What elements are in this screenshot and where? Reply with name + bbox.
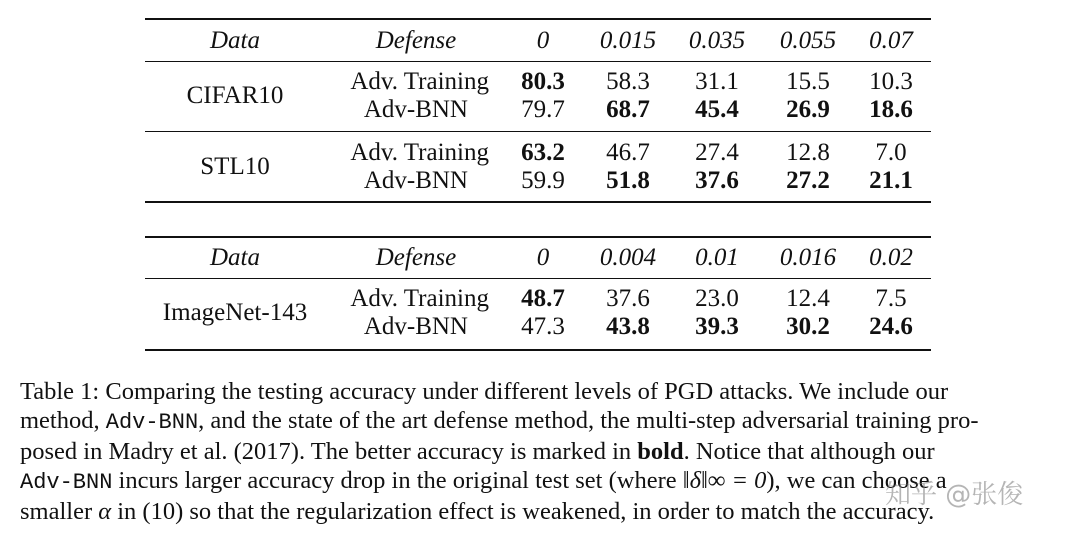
caption-text: posed in Madry et al. (2017). The better accuracy is marked in — [20, 438, 638, 465]
dataset-label: CIFAR10 — [186, 82, 284, 109]
caption-text: incurs larger accuracy drop in the original test set (where — [112, 467, 683, 494]
header-eps-1: 0 — [536, 27, 550, 54]
value-cell: 12.8 — [786, 139, 830, 166]
header-eps-1: 0 — [536, 244, 550, 271]
defense-label: Adv. Training — [350, 285, 489, 312]
header-eps-5: 0.07 — [869, 27, 913, 54]
header-data: Data — [210, 27, 260, 54]
caption-line-2 — [20, 406, 1060, 437]
method-name-code: Adv-BNN — [20, 470, 113, 495]
math-expression: ‖δ‖∞ = 0 — [682, 467, 767, 494]
caption-text: in (10) so that the regularization effect is weakened, in order to match the accuracy. — [111, 498, 935, 525]
value-cell: 79.7 — [521, 96, 565, 123]
value-cell: 31.1 — [695, 68, 739, 95]
value-cell: 47.3 — [521, 313, 565, 340]
caption-text: . Notice that although our — [683, 438, 935, 465]
value-cell: 7.0 — [875, 139, 907, 166]
bottom-rule — [145, 201, 931, 203]
header-eps-3: 0.01 — [695, 244, 739, 271]
header-rule — [145, 278, 931, 279]
value-cell: 37.6 — [695, 167, 739, 194]
value-cell: 59.9 — [521, 167, 565, 194]
defense-label: Adv. Training — [350, 68, 489, 95]
math-symbol: α — [98, 498, 112, 525]
dataset-label: STL10 — [200, 153, 270, 180]
value-cell: 24.6 — [869, 313, 913, 340]
header-defense: Defense — [375, 27, 457, 54]
value-cell: 39.3 — [695, 313, 739, 340]
value-cell: 68.7 — [606, 96, 650, 123]
defense-label: Adv. Training — [350, 139, 489, 166]
value-cell: 30.2 — [786, 313, 830, 340]
header-eps-2: 0.004 — [599, 244, 657, 271]
header-rule — [145, 61, 931, 62]
value-cell: 7.5 — [875, 285, 907, 312]
bold-keyword: bold — [637, 438, 684, 465]
group-rule — [145, 131, 931, 132]
header-eps-4: 0.055 — [779, 27, 837, 54]
value-cell: 27.4 — [695, 139, 739, 166]
caption-text: , and the state of the art defense method, the multi-step adversarial training pro- — [198, 407, 979, 434]
caption-text: smaller — [20, 498, 99, 525]
value-cell: 15.5 — [786, 68, 830, 95]
value-cell: 46.7 — [606, 139, 650, 166]
value-cell: 80.3 — [521, 68, 565, 95]
value-cell: 18.6 — [869, 96, 913, 123]
value-cell: 58.3 — [606, 68, 650, 95]
watermark: 知乎 @张俊 — [885, 480, 1024, 510]
value-cell: 10.3 — [869, 68, 913, 95]
top-rule — [145, 236, 931, 238]
value-cell: 21.1 — [869, 167, 913, 194]
value-cell: 23.0 — [695, 285, 739, 312]
header-data: Data — [210, 244, 260, 271]
caption-line-1: Table 1: Comparing the testing accuracy under different levels of PGD attacks. We include our — [20, 378, 949, 405]
caption-line-3 — [20, 437, 1060, 466]
top-rule — [145, 18, 931, 20]
bottom-rule — [145, 349, 931, 351]
value-cell: 45.4 — [695, 96, 739, 123]
header-eps-4: 0.016 — [779, 244, 837, 271]
value-cell: 51.8 — [606, 167, 650, 194]
defense-label: Adv-BNN — [363, 96, 468, 123]
method-name-code: Adv-BNN — [105, 410, 199, 435]
dataset-label: ImageNet-143 — [162, 299, 308, 326]
defense-label: Adv-BNN — [363, 167, 468, 194]
value-cell: 12.4 — [786, 285, 830, 312]
caption-text: ), we can choose a — [766, 467, 947, 494]
header-eps-3: 0.035 — [688, 27, 746, 54]
header-eps-2: 0.015 — [599, 27, 657, 54]
header-eps-5: 0.02 — [869, 244, 913, 271]
defense-label: Adv-BNN — [363, 313, 468, 340]
caption-text: method, — [20, 407, 106, 434]
value-cell: 63.2 — [521, 139, 565, 166]
value-cell: 27.2 — [786, 167, 830, 194]
value-cell: 37.6 — [606, 285, 650, 312]
value-cell: 43.8 — [606, 313, 650, 340]
header-defense: Defense — [375, 244, 457, 271]
value-cell: 26.9 — [786, 96, 830, 123]
value-cell: 48.7 — [521, 285, 565, 312]
